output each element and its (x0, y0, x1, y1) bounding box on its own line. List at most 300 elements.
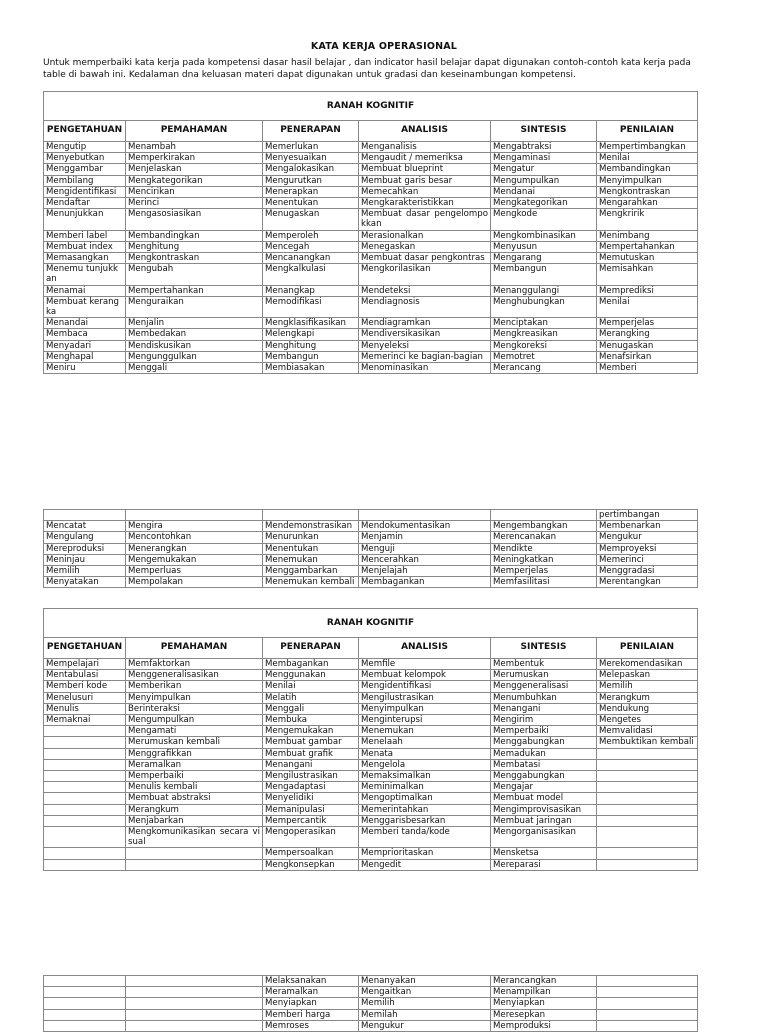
cell-analisis: Merasionalkan (359, 230, 491, 241)
cell-analisis: Mengoptimalkan (359, 793, 491, 804)
cell-pemahaman (126, 510, 263, 521)
cell-pengetahuan (44, 859, 126, 870)
col-header-sintesis: SINTESIS (491, 638, 597, 659)
cell-sintesis: Mengorganisasikan (491, 827, 597, 848)
table-row (44, 670, 698, 681)
cell-penilaian: Menggradasi (597, 566, 698, 577)
cell-sintesis: Memfasilitasi (491, 577, 597, 588)
cell-analisis: Meminimalkan (359, 782, 491, 793)
cell-penerapan: Memberi harga (263, 1009, 359, 1020)
kognitif-table-1-continued (43, 509, 698, 588)
cell-penilaian (597, 1009, 698, 1020)
cell-pemahaman (126, 1009, 263, 1020)
cell-pemahaman: Menggrafikkan (126, 748, 263, 759)
cell-penilaian: Memperjelas (597, 318, 698, 329)
cell-sintesis: Memperjelas (491, 566, 597, 577)
cell-pemahaman: Menggali (126, 363, 263, 374)
cell-sintesis: Membatasi (491, 759, 597, 770)
cell-penerapan: Menurunkan (263, 532, 359, 543)
cell-pengetahuan: Membuat index (44, 241, 126, 252)
cell-analisis: Menyeleksi (359, 340, 491, 351)
table-row (44, 363, 698, 374)
cell-pemahaman: Menjabarkan (126, 815, 263, 826)
cell-pengetahuan (44, 737, 126, 748)
cell-pemahaman: Menulis kembali (126, 782, 263, 793)
cell-pengetahuan: Membaca (44, 329, 126, 340)
kognitif-table-1 (43, 91, 698, 374)
table-row (44, 759, 698, 770)
cell-penilaian: Merekomendasikan (597, 659, 698, 670)
cell-penerapan: Melatih (263, 692, 359, 703)
cell-penilaian (597, 859, 698, 870)
table-row (44, 1020, 698, 1031)
cell-sintesis: Mengimprovisasikan (491, 804, 597, 815)
cell-penilaian: Memutuskan (597, 253, 698, 264)
cell-pengetahuan: Mengidentifikasi (44, 186, 126, 197)
cell-penerapan: Menugaskan (263, 209, 359, 230)
cell-analisis: Menemukan (359, 726, 491, 737)
table-row (44, 976, 698, 987)
cell-analisis: Mendiagramkan (359, 318, 491, 329)
cell-penilaian: Menilai (597, 153, 698, 164)
cell-pengetahuan: Membuat kerangka (44, 296, 126, 317)
cell-pengetahuan (44, 815, 126, 826)
table-row (44, 692, 698, 703)
cell-pemahaman: Mengubah (126, 264, 263, 285)
cell-pengetahuan (44, 1009, 126, 1020)
table-row (44, 748, 698, 759)
cell-pemahaman (126, 848, 263, 859)
table-row (44, 987, 698, 998)
cell-penerapan: Menentukan (263, 543, 359, 554)
cell-sintesis: Memadukan (491, 748, 597, 759)
cell-analisis: Menginterupsi (359, 715, 491, 726)
cell-pengetahuan (44, 1020, 126, 1031)
cell-pengetahuan (44, 987, 126, 998)
cell-penilaian: Memprediksi (597, 285, 698, 296)
table-row (44, 318, 698, 329)
cell-pengetahuan: Membilang (44, 175, 126, 186)
col-header-analisis: ANALISIS (359, 121, 491, 142)
cell-penerapan: Memerlukan (263, 142, 359, 153)
cell-penilaian (597, 771, 698, 782)
cell-pemahaman: Mencirikan (126, 186, 263, 197)
cell-penerapan: Mendemonstrasikan (263, 521, 359, 532)
table-row (44, 296, 698, 317)
cell-sintesis: Menggabungkan (491, 737, 597, 748)
cell-pemahaman: Mengemukakan (126, 554, 263, 565)
table-row (44, 230, 698, 241)
cell-pengetahuan: Memaknai (44, 715, 126, 726)
cell-sintesis: Mengkreasikan (491, 329, 597, 340)
cell-analisis: Memberi tanda/kode (359, 827, 491, 848)
cell-penerapan: Menyiapkan (263, 998, 359, 1009)
cell-penilaian: Membenarkan (597, 521, 698, 532)
cell-sintesis: Mengirim (491, 715, 597, 726)
cell-sintesis: Menyiapkan (491, 998, 597, 1009)
cell-pengetahuan: Memilih (44, 566, 126, 577)
cell-pemahaman: Membedakan (126, 329, 263, 340)
cell-pengetahuan: Menyadari (44, 340, 126, 351)
col-header-pengetahuan: PENGETAHUAN (44, 638, 126, 659)
cell-pengetahuan: Mencatat (44, 521, 126, 532)
table-row (44, 577, 698, 588)
cell-analisis: Mendiversikasikan (359, 329, 491, 340)
cell-pemahaman: Menerangkan (126, 543, 263, 554)
cell-penilaian: Mengetes (597, 715, 698, 726)
table-row (44, 815, 698, 826)
cell-pengetahuan: Mentabulasi (44, 670, 126, 681)
cell-penilaian: Memberi (597, 363, 698, 374)
col-header-pengetahuan: PENGETAHUAN (44, 121, 126, 142)
cell-pengetahuan: Mengutip (44, 142, 126, 153)
cell-sintesis: Menumbuhkan (491, 692, 597, 703)
cell-penilaian (597, 759, 698, 770)
cell-analisis: Menominasikan (359, 363, 491, 374)
table-row (44, 793, 698, 804)
cell-analisis: Memilah (359, 1009, 491, 1020)
table-row (44, 659, 698, 670)
cell-penilaian: Membuktikan kembali (597, 737, 698, 748)
cell-penerapan: Mengklasifikasikan (263, 318, 359, 329)
cell-penilaian: Mengkririk (597, 209, 698, 230)
table-row (44, 532, 698, 543)
cell-penilaian: Mengukur (597, 532, 698, 543)
cell-pengetahuan: Menamai (44, 285, 126, 296)
table-row (44, 209, 698, 230)
cell-penerapan: Memperoleh (263, 230, 359, 241)
cell-penilaian: Menyimpulkan (597, 175, 698, 186)
cell-penilaian: Merangking (597, 329, 698, 340)
cell-penerapan: Membagankan (263, 659, 359, 670)
table-row (44, 186, 698, 197)
cell-penerapan: Mengalokasikan (263, 164, 359, 175)
table-row (44, 782, 698, 793)
cell-pengetahuan: Mengulang (44, 532, 126, 543)
cell-pengetahuan: Memasangkan (44, 253, 126, 264)
cell-pemahaman: Menggeneralisasikan (126, 670, 263, 681)
cell-sintesis: Menggeneralisasi (491, 681, 597, 692)
cell-penerapan: Mengkalkulasi (263, 264, 359, 285)
table-row (44, 153, 698, 164)
cell-pengetahuan (44, 782, 126, 793)
cell-pengetahuan: Menulis (44, 703, 126, 714)
cell-penerapan: Menangkap (263, 285, 359, 296)
cell-pengetahuan (44, 793, 126, 804)
table-row (44, 253, 698, 264)
cell-pemahaman: Meramalkan (126, 759, 263, 770)
col-header-penilaian: PENILAIAN (597, 638, 698, 659)
col-header-penerapan: PENERAPAN (263, 638, 359, 659)
cell-pemahaman: Memperbaiki (126, 771, 263, 782)
cell-penilaian: Mendukung (597, 703, 698, 714)
cell-pemahaman: Mengumpulkan (126, 715, 263, 726)
cell-penerapan: Menentukan (263, 198, 359, 209)
cell-sintesis: Menciptakan (491, 318, 597, 329)
col-header-penerapan: PENERAPAN (263, 121, 359, 142)
cell-penerapan: Menggambarkan (263, 566, 359, 577)
cell-analisis: Menguji (359, 543, 491, 554)
cell-penerapan: Membuka (263, 715, 359, 726)
cell-sintesis: Mengaminasi (491, 153, 597, 164)
cell-penilaian: pertimbangan (597, 510, 698, 521)
cell-analisis: Memfile (359, 659, 491, 670)
cell-sintesis: Memotret (491, 351, 597, 362)
cell-pengetahuan: Menyebutkan (44, 153, 126, 164)
cell-pengetahuan (44, 726, 126, 737)
cell-penerapan: Menghitung (263, 340, 359, 351)
cell-analisis: Memerintahkan (359, 804, 491, 815)
cell-penerapan: Mengoperasikan (263, 827, 359, 848)
cell-sintesis: Mengkombinasikan (491, 230, 597, 241)
cell-pengetahuan: Memberi kode (44, 681, 126, 692)
cell-pengetahuan: Meniru (44, 363, 126, 374)
cell-penilaian: Mengkontraskan (597, 186, 698, 197)
cell-analisis: Menganalisis (359, 142, 491, 153)
cell-analisis: Membuat garis besar (359, 175, 491, 186)
cell-penilaian (597, 793, 698, 804)
column-header-row (44, 121, 698, 142)
cell-pemahaman: Membuat abstraksi (126, 793, 263, 804)
cell-penerapan: Membiasakan (263, 363, 359, 374)
cell-penerapan: Mencegah (263, 241, 359, 252)
cell-penerapan: Meramalkan (263, 987, 359, 998)
cell-pemahaman: Mengkategorikan (126, 175, 263, 186)
col-header-sintesis: SINTESIS (491, 121, 597, 142)
table-row (44, 715, 698, 726)
cell-pengetahuan (44, 748, 126, 759)
table-row (44, 827, 698, 848)
cell-pemahaman: Menjelaskan (126, 164, 263, 175)
cell-pengetahuan: Menandai (44, 318, 126, 329)
cell-analisis: Mengidentifikasi (359, 681, 491, 692)
cell-pengetahuan (44, 510, 126, 521)
cell-penilaian: Melepaskan (597, 670, 698, 681)
cell-penilaian: Menugaskan (597, 340, 698, 351)
cell-penerapan: Melengkapi (263, 329, 359, 340)
cell-pemahaman: Mempolakan (126, 577, 263, 588)
cell-pengetahuan: Menggambar (44, 164, 126, 175)
cell-analisis: Mencerahkan (359, 554, 491, 565)
cell-pengetahuan: Mempelajari (44, 659, 126, 670)
cell-sintesis: Merancangkan (491, 976, 597, 987)
cell-pemahaman: Merumuskan kembali (126, 737, 263, 748)
cell-penerapan: Menggunakan (263, 670, 359, 681)
table-row (44, 351, 698, 362)
ranah-header: RANAH KOGNITIF (44, 609, 698, 638)
table-row (44, 998, 698, 1009)
cell-sintesis: Memproduksi (491, 1020, 597, 1031)
cell-pemahaman: Mendiskusikan (126, 340, 263, 351)
cell-analisis: Mengkorilasikan (359, 264, 491, 285)
cell-pengetahuan: Menghapal (44, 351, 126, 362)
cell-sintesis: Membuat jaringan (491, 815, 597, 826)
cell-sintesis: Meningkatkan (491, 554, 597, 565)
cell-analisis: Membuat dasar pengelompokkan (359, 209, 491, 230)
cell-analisis: Membagankan (359, 577, 491, 588)
cell-penilaian (597, 848, 698, 859)
cell-penilaian: Merentangkan (597, 577, 698, 588)
cell-penerapan: Membuat gambar (263, 737, 359, 748)
cell-penerapan: Mengilustrasikan (263, 771, 359, 782)
cell-penilaian: Menilai (597, 296, 698, 317)
cell-analisis: Mengaitkan (359, 987, 491, 998)
table-row (44, 703, 698, 714)
cell-penerapan: Menilai (263, 681, 359, 692)
cell-sintesis: Merancang (491, 363, 597, 374)
cell-sintesis: Mengatur (491, 164, 597, 175)
cell-penilaian (597, 782, 698, 793)
cell-penilaian: Membandingkan (597, 164, 698, 175)
cell-penerapan: Menemukan kembali (263, 577, 359, 588)
cell-sintesis: Membuat model (491, 793, 597, 804)
cell-pemahaman: Memberikan (126, 681, 263, 692)
cell-analisis: Mendokumentasikan (359, 521, 491, 532)
cell-pengetahuan (44, 976, 126, 987)
cell-pemahaman: Menambah (126, 142, 263, 153)
cell-pengetahuan: Mereproduksi (44, 543, 126, 554)
cell-analisis: Mendeteksi (359, 285, 491, 296)
col-header-penilaian: PENILAIAN (597, 121, 698, 142)
cell-analisis: Menelaah (359, 737, 491, 748)
cell-pemahaman (126, 998, 263, 1009)
cell-penerapan: Mengurutkan (263, 175, 359, 186)
kognitif-table-2 (43, 608, 698, 871)
cell-analisis: Memaksimalkan (359, 771, 491, 782)
cell-penilaian: Mengarahkan (597, 198, 698, 209)
cell-sintesis: Membangun (491, 264, 597, 285)
cell-analisis: Menyimpulkan (359, 703, 491, 714)
cell-analisis: Memecahkan (359, 186, 491, 197)
cell-pemahaman: Mengkontraskan (126, 253, 263, 264)
table-row (44, 198, 698, 209)
cell-sintesis: Mengkode (491, 209, 597, 230)
table-row (44, 848, 698, 859)
cell-penilaian (597, 987, 698, 998)
cell-sintesis: Mensketsa (491, 848, 597, 859)
cell-sintesis: Menyusun (491, 241, 597, 252)
cell-pengetahuan (44, 827, 126, 848)
cell-pemahaman: Menghitung (126, 241, 263, 252)
cell-sintesis (491, 510, 597, 521)
cell-penerapan: Memodifikasi (263, 296, 359, 317)
cell-pemahaman (126, 976, 263, 987)
cell-sintesis: Mereparasi (491, 859, 597, 870)
ranah-header: RANAH KOGNITIF (44, 92, 698, 121)
cell-pemahaman (126, 1020, 263, 1031)
col-header-analisis: ANALISIS (359, 638, 491, 659)
cell-sintesis: Membentuk (491, 659, 597, 670)
cell-sintesis: Menghubungkan (491, 296, 597, 317)
cell-pemahaman: Menguraikan (126, 296, 263, 317)
cell-sintesis: Menanggulangi (491, 285, 597, 296)
cell-analisis: Menanyakan (359, 976, 491, 987)
cell-pengetahuan: Menunjukkan (44, 209, 126, 230)
cell-penilaian (597, 748, 698, 759)
intro-paragraph: Untuk memperbaiki kata kerja pada kompetensi dasar hasil belajar , dan indicator hasil belajar dapat digunakan contoh-contoh kata kerja pada table di bawah ini. Kedalaman dna keluasan materi dapat digunakan untuk gradasi dan keseinambungan kompetensi. (43, 58, 691, 80)
cell-pemahaman: Menjalin (126, 318, 263, 329)
cell-analisis: Memilih (359, 998, 491, 1009)
cell-sintesis: Merumuskan (491, 670, 597, 681)
cell-pemahaman: Memperkirakan (126, 153, 263, 164)
table-row (44, 164, 698, 175)
cell-pengetahuan (44, 771, 126, 782)
table-row (44, 543, 698, 554)
table-row (44, 804, 698, 815)
cell-pengetahuan: Menemu tunjukkan (44, 264, 126, 285)
cell-penerapan: Menyesuaikan (263, 153, 359, 164)
cell-penilaian: Memilih (597, 681, 698, 692)
cell-analisis: Membuat dasar pengkontras (359, 253, 491, 264)
cell-sintesis: Memperbaiki (491, 726, 597, 737)
cell-penerapan: Menerapkan (263, 186, 359, 197)
column-header-row (44, 638, 698, 659)
cell-penerapan: Melaksanakan (263, 976, 359, 987)
cell-penerapan: Mempercantik (263, 815, 359, 826)
cell-analisis (359, 510, 491, 521)
cell-penerapan: Memroses (263, 1020, 359, 1031)
cell-sintesis: Mendanai (491, 186, 597, 197)
cell-pengetahuan: Menyatakan (44, 577, 126, 588)
cell-analisis: Membuat blueprint (359, 164, 491, 175)
cell-pemahaman: Berinteraksi (126, 703, 263, 714)
table-row (44, 521, 698, 532)
kognitif-table-2-continued (43, 975, 698, 1032)
table-row (44, 726, 698, 737)
cell-pemahaman: Memfaktorkan (126, 659, 263, 670)
cell-penilaian (597, 804, 698, 815)
cell-analisis: Mengukur (359, 1020, 491, 1031)
cell-sintesis: Mengembangkan (491, 521, 597, 532)
cell-sintesis: Mengumpulkan (491, 175, 597, 186)
cell-analisis: Mengaudit / memeriksa (359, 153, 491, 164)
table-row (44, 1009, 698, 1020)
cell-penilaian (597, 827, 698, 848)
cell-analisis: Menjamin (359, 532, 491, 543)
cell-analisis: Mengilustrasikan (359, 692, 491, 703)
cell-pemahaman: Mengunggulkan (126, 351, 263, 362)
cell-sintesis: Meresepkan (491, 1009, 597, 1020)
cell-penilaian: Mempertahankan (597, 241, 698, 252)
page-title: KATA KERJA OPERASIONAL (310, 41, 458, 52)
table-row (44, 554, 698, 565)
cell-penilaian: Mempertimbangkan (597, 142, 698, 153)
cell-pemahaman (126, 987, 263, 998)
cell-penerapan: Memanipulasi (263, 804, 359, 815)
cell-sintesis: Mengarang (491, 253, 597, 264)
cell-analisis: Memerinci ke bagian-bagian (359, 351, 491, 362)
cell-sintesis: Mengajar (491, 782, 597, 793)
cell-penerapan: Membuat grafik (263, 748, 359, 759)
cell-penilaian: Memisahkan (597, 264, 698, 285)
cell-penilaian: Memproyeksi (597, 543, 698, 554)
table-row (44, 285, 698, 296)
cell-penerapan: Membangun (263, 351, 359, 362)
cell-analisis: Menata (359, 748, 491, 759)
cell-pengetahuan (44, 759, 126, 770)
cell-penilaian: Merangkum (597, 692, 698, 703)
cell-penerapan: Mengkonsepkan (263, 859, 359, 870)
cell-penerapan: Mencanangkan (263, 253, 359, 264)
cell-sintesis: Mendikte (491, 543, 597, 554)
col-header-pemahaman: PEMAHAMAN (126, 121, 263, 142)
cell-penerapan: Menggali (263, 703, 359, 714)
cell-penerapan: Mengemukakan (263, 726, 359, 737)
cell-penilaian (597, 1020, 698, 1031)
cell-analisis: Mengkarakteristikkan (359, 198, 491, 209)
cell-pemahaman: Mengkomunikasikan secara visual (126, 827, 263, 848)
cell-analisis: Menggarisbesarkan (359, 815, 491, 826)
